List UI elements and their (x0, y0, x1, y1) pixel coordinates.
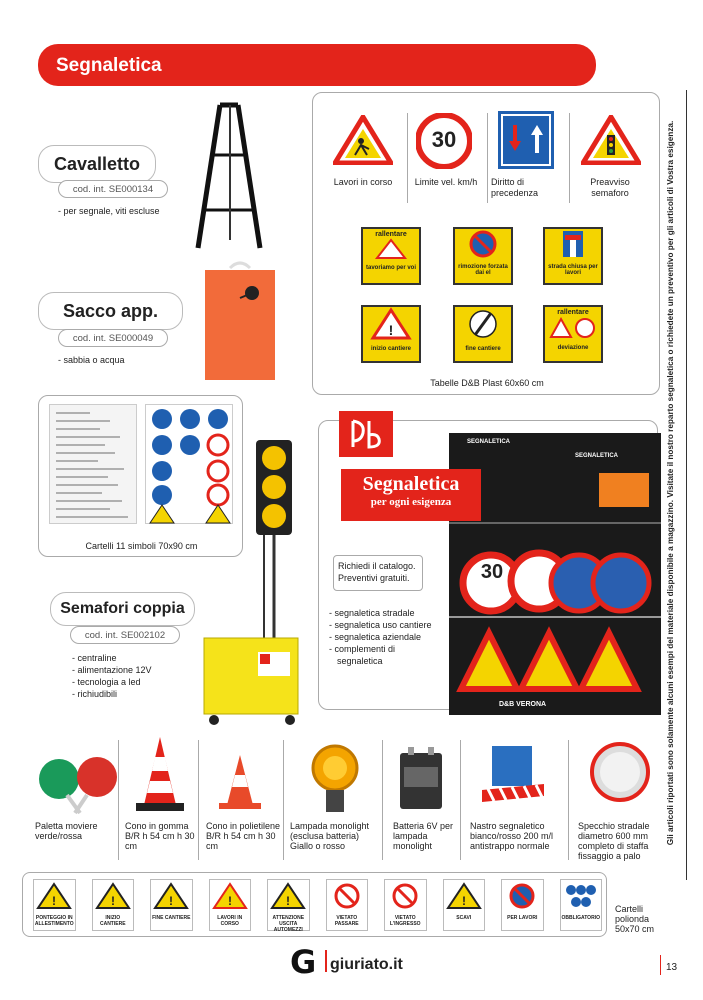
battery-icon (396, 743, 446, 813)
page-number: 13 (666, 962, 678, 973)
product-caption: Cono in gomma B/R h 54 cm h 30 cm (125, 821, 195, 851)
svg-text:!: ! (52, 894, 57, 908)
cavalletto-title: Cavalletto (53, 154, 141, 174)
bottom-sign-text: LAVORI IN CORSO (217, 915, 243, 927)
divider (569, 113, 570, 203)
yellow-sign-strada-chiusa (543, 227, 603, 285)
cavalletto-code-text: cod. int. SE000134 (72, 184, 154, 195)
yellow-sign-bottom: deviazione (557, 345, 589, 351)
bottom-sign-text: SCAVI (456, 915, 472, 921)
bottom-sign-card (384, 879, 427, 931)
traffic-light-unit-icon (200, 440, 308, 730)
promo-subline: per ogni esigenza (370, 496, 452, 508)
section-banner (38, 44, 596, 86)
yellow-sign-rallentare (361, 227, 421, 285)
warning-lamp-icon (310, 740, 360, 815)
svg-text:!: ! (227, 894, 232, 908)
cono-polietilene-image (215, 753, 265, 813)
bottom-sign-card (150, 879, 193, 931)
yellow-sign-top: rallentare (557, 309, 589, 316)
cono-gomma-image (130, 735, 190, 815)
brand-logo (339, 411, 393, 457)
bottom-sign-text: FINE CANTIERE (152, 915, 191, 921)
sacco-title: Sacco app. (62, 301, 159, 321)
cavalletto-note: - per segnale, viti escluse (58, 206, 160, 216)
sign-lavori-in-corso (333, 115, 393, 165)
no-parking-icon (502, 882, 542, 910)
display-sign-number: 30 (480, 561, 504, 583)
bottom-sign-text: ATTENZIONE USCITA AUTOMEZZI (272, 915, 305, 933)
display-header: SEGNALETICA (575, 453, 619, 459)
catalog-note-box (333, 555, 423, 591)
bottom-sign-card (443, 879, 486, 931)
promo-box (318, 420, 658, 710)
divider (198, 740, 199, 860)
warning-triangle-icon (363, 307, 419, 341)
yellow-sign-bottom: strada chiusa per lavori (548, 264, 598, 276)
product-caption: Batteria 6V per lampada monolight (393, 821, 454, 851)
cavalletto-image (190, 100, 270, 250)
promo-list-item: - segnaletica stradale (329, 608, 415, 618)
text-sheet-image (49, 404, 137, 524)
priority-arrows-icon (498, 111, 554, 169)
bottom-sign-text: PER LAVORI (507, 915, 538, 921)
sign-diritto-precedenza (498, 111, 554, 169)
display-brand: D&B VERONA (499, 701, 547, 708)
nastro-image (478, 740, 548, 815)
caption-semaforo: Preavviso semaforo (590, 177, 630, 198)
svg-text:!: ! (286, 894, 291, 908)
sacco-code (58, 329, 168, 347)
bottom-signs-caption: Cartelli polionda 50x70 cm (615, 904, 655, 934)
db-logo-icon (339, 411, 393, 457)
site-link[interactable]: giuriato.it (330, 956, 403, 973)
sacco-image (200, 258, 280, 383)
cavalletto-title-pill (38, 145, 156, 183)
warning-triangle-icon (268, 882, 308, 910)
semafori-image (200, 440, 308, 730)
side-note-text: Gli articoli riportati sono solamente alcuni esempi del materiale disponibile a magazzino. Visitate il nostro reparto segnaletica o richiedete un preventivo per gli articoli di Vostra esigenza. (666, 120, 675, 846)
traffic-light-warning-icon (581, 115, 641, 165)
warning-triangle-icon (444, 882, 484, 910)
divider (283, 740, 284, 860)
traffic-cone-icon (130, 735, 190, 815)
caption-lavori: Lavori in corso (333, 177, 393, 187)
traffic-cone-icon (215, 753, 265, 813)
bottom-sign-card (326, 879, 369, 931)
yellow-sign-inizio-cantiere (361, 305, 421, 363)
bottom-sign-text: OBBLIGATORIO (561, 915, 600, 921)
prohibition-icon (327, 882, 367, 910)
document-lines-icon (50, 405, 138, 525)
divider (407, 113, 408, 203)
yellow-sign-bottom: inizio cantiere (370, 346, 411, 352)
promo-list-item: - segnaletica aziendale (329, 632, 422, 642)
bottom-sign-text: VIETATO PASSARE (334, 915, 359, 927)
warning-triangle-icon (34, 882, 74, 910)
speed-limit-number: 30 (431, 127, 457, 152)
divider (382, 740, 383, 860)
caption-precedenza: Diritto di precedenza (491, 177, 539, 198)
warning-triangle-icon (151, 882, 191, 910)
divider (568, 740, 569, 860)
svg-text:!: ! (169, 894, 174, 908)
bottom-sign-card (560, 879, 603, 931)
promo-list-item: - segnaletica uso cantiere (329, 620, 432, 630)
bottom-sign-card (92, 879, 135, 931)
semafori-note: - tecnologia a led (72, 677, 141, 687)
semafori-title: Semafori coppia (60, 600, 185, 617)
yellow-sign-bottom: fine cantiere (465, 346, 501, 352)
promo-list (329, 607, 449, 667)
product-caption: Paletta moviere verde/rossa (35, 821, 98, 841)
warning-triangle-icon (363, 238, 419, 260)
yellow-sign-fine-cantiere (453, 305, 513, 363)
end-restriction-icon (455, 307, 511, 341)
promo-list-item: - complementi di (329, 644, 396, 654)
lampada-image (310, 740, 360, 815)
yellow-sign-top: rallentare (375, 231, 407, 238)
footer-divider (325, 950, 327, 972)
catalog-note: Richiedi il catalogo. (338, 561, 416, 571)
easel-icon (190, 100, 270, 250)
bottom-sign-card (501, 879, 544, 931)
product-caption: Nastro segnaletico bianco/rosso 200 m/l antistrappo normale (470, 821, 554, 851)
bottom-sign-card (209, 879, 252, 931)
paletta-image (35, 755, 120, 815)
semafori-note: - richiudibili (72, 689, 118, 699)
cavalletto-code (58, 180, 168, 198)
divider (460, 740, 461, 860)
specchio-image (590, 740, 650, 815)
sacco-title-pill (38, 292, 183, 330)
road-mirror-icon (590, 740, 650, 815)
bottom-signs-box (22, 872, 607, 937)
deviation-icon (545, 316, 601, 340)
yellow-sign-bottom: tavoriamo per voi (365, 265, 416, 271)
side-divider (686, 90, 687, 880)
bottom-sign-card (33, 879, 76, 931)
no-parking-icon (455, 229, 511, 259)
svg-text:!: ! (388, 322, 394, 338)
product-caption: Cono in polietilene B/R h 54 cm h 30 cm (206, 821, 281, 851)
semafori-code-text: cod. int. SE002102 (84, 630, 166, 641)
caption-limite: Limite vel. km/h (414, 177, 478, 187)
yellow-sign-deviazione (543, 305, 603, 363)
product-caption: Lampada monolight (esclusa batteria) Giallo o rosso (290, 821, 370, 851)
dead-end-icon (545, 229, 601, 259)
bottom-sign-card (267, 879, 310, 931)
prohibition-icon (385, 882, 425, 910)
bottom-sign-text: PONTEGGIO IN ALLESTIMENTO (34, 915, 74, 927)
giuriato-logo: G (290, 943, 317, 981)
signs-box (312, 92, 660, 395)
section-title: Segnaletica (56, 55, 162, 76)
divider (487, 113, 488, 203)
signs-box-caption: Tabelle D&B Plast 60x60 cm (430, 378, 544, 388)
workers-warning-icon (333, 115, 393, 165)
semafori-note: - centraline (72, 653, 117, 663)
side-note (664, 90, 684, 880)
yellow-sign-bottom: rimozione forzata dai el (458, 264, 508, 276)
promo-list-item: segnaletica (337, 656, 383, 666)
barrier-tape-icon (478, 740, 548, 815)
yellow-sign-rimozione (453, 227, 513, 285)
sacco-code-text: cod. int. SE000049 (72, 333, 154, 344)
svg-text:!: ! (110, 894, 115, 908)
semafori-note: - alimentazione 12V (72, 665, 152, 675)
sandbag-icon (200, 258, 280, 383)
cartelli-caption: Cartelli 11 simboli 70x90 cm (85, 541, 198, 551)
promo-headline: Segnaletica (362, 473, 460, 495)
sign-limite-velocita (416, 113, 472, 169)
sign-preavviso-semaforo (581, 115, 641, 165)
promo-headline-box (341, 469, 481, 521)
sacco-note: - sabbia o acqua (58, 355, 125, 365)
paddle-icon (35, 755, 120, 815)
batteria-image (396, 743, 446, 813)
bottom-sign-text: INIZIO CANTIERE (99, 915, 126, 927)
warning-triangle-icon (210, 882, 250, 910)
catalog-note: Preventivi gratuiti. (338, 573, 410, 583)
products-row (30, 735, 660, 865)
warning-triangle-icon (93, 882, 133, 910)
svg-text:!: ! (461, 894, 466, 908)
bottom-sign-text: VIETATO L'INGRESSO (389, 915, 421, 927)
product-caption: Specchio stradale diametro 600 mm completo di staffa fissaggio a palo (578, 821, 650, 861)
page-number-divider (660, 955, 661, 975)
semafori-title-pill (50, 592, 195, 626)
display-header: SEGNALETICA (467, 439, 511, 445)
divider (118, 740, 119, 860)
semafori-notes (72, 652, 152, 700)
mandatory-icons (561, 882, 601, 910)
semafori-code (70, 626, 180, 644)
